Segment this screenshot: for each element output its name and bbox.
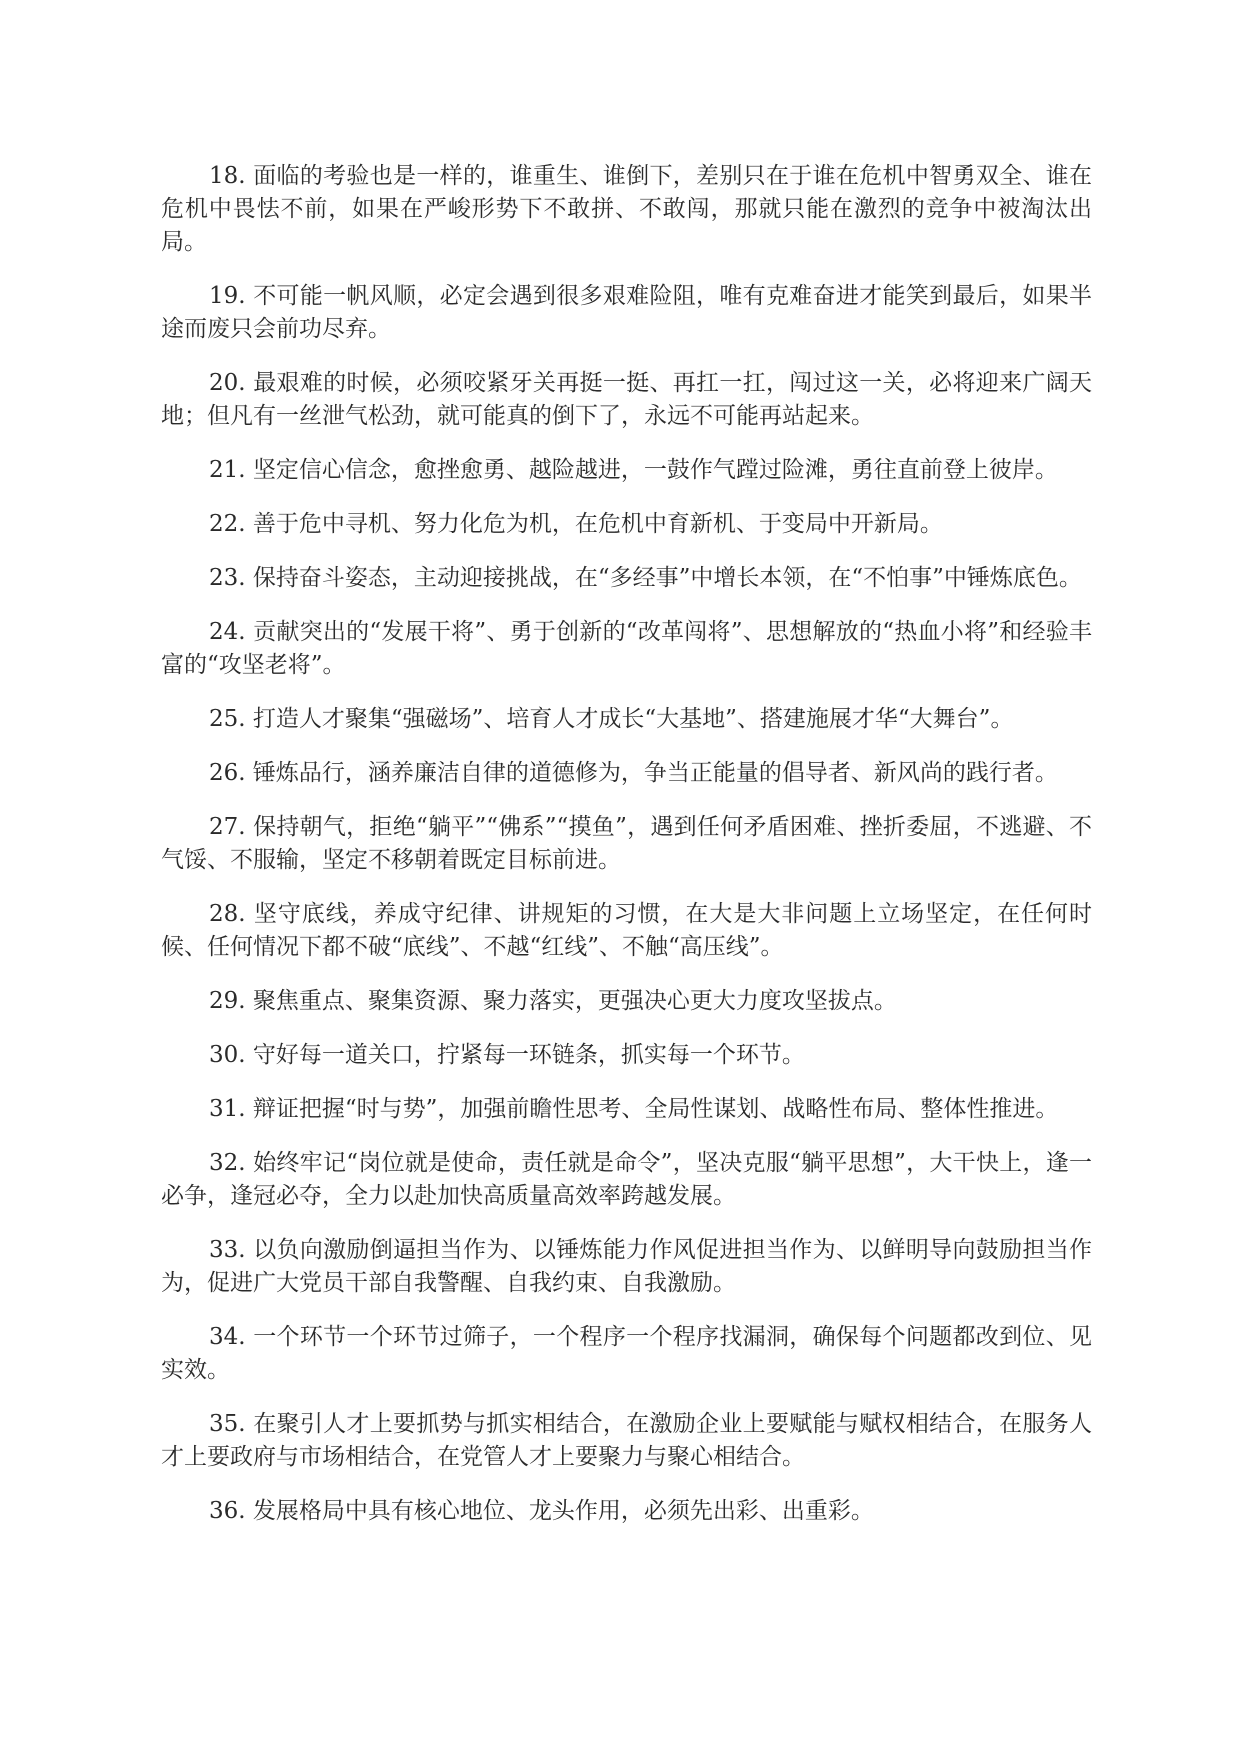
paragraph-36: 36. 发展格局中具有核心地位、龙头作用，必须先出彩、出重彩。 (209, 1498, 874, 1524)
paragraph-35: 35. 在聚引人才上要抓势与抓实相结合，在激励企业上要赋能与赋权相结合，在服务人才上要政府与市场相结合，在党管人才上要聚力与聚心相结合。 (161, 1411, 1092, 1470)
paragraph-23: 23. 保持奋斗姿态，主动迎接挑战，在“多经事”中增长本领，在“不怕事”中锤炼底色。 (209, 565, 1082, 591)
paragraph-21: 21. 坚定信心信念，愈挫愈勇、越险越进，一鼓作气蹚过险滩，勇往直前登上彼岸。 (209, 457, 1058, 483)
paragraph-18: 18. 面临的考验也是一样的，谁重生、谁倒下，差别只在于谁在危机中智勇双全、谁在危机中畏怯不前，如果在严峻形势下不敢拼、不敢闯，那就只能在激烈的竞争中被淘汰出局。 (161, 163, 1092, 255)
paragraph-20: 20. 最艰难的时候，必须咬紧牙关再挺一挺、再扛一扛，闯过这一关，必将迎来广阔天地；但凡有一丝泄气松劲，就可能真的倒下了，永远不可能再站起来。 (161, 370, 1092, 429)
paragraph-27: 27. 保持朝气，拒绝“躺平”“佛系”“摸鱼”，遇到任何矛盾困难、挫折委屈，不逃避、不气馁、不服输，坚定不移朝着既定目标前进。 (161, 814, 1092, 873)
paragraph-30: 30. 守好每一道关口，拧紧每一环链条，抓实每一个环节。 (209, 1042, 805, 1068)
paragraph-33: 33. 以负向激励倒逼担当作为、以锤炼能力作风促进担当作为、以鲜明导向鼓励担当作为，促进广大党员干部自我警醒、自我约束、自我激励。 (161, 1237, 1092, 1296)
paragraph-26: 26. 锤炼品行，涵养廉洁自律的道德修为，争当正能量的倡导者、新风尚的践行者。 (209, 760, 1058, 786)
paragraph-24: 24. 贡献突出的“发展干将”、勇于创新的“改革闯将”、思想解放的“热血小将”和经验丰富的“攻坚老将”。 (161, 619, 1092, 678)
paragraph-22: 22. 善于危中寻机、努力化危为机，在危机中育新机、于变局中开新局。 (209, 511, 943, 537)
paragraph-31: 31. 辩证把握“时与势”，加强前瞻性思考、全局性谋划、战略性布局、整体性推进。 (209, 1096, 1059, 1122)
paragraph-19: 19. 不可能一帆风顺，必定会遇到很多艰难险阻，唯有克难奋进才能笑到最后，如果半途而废只会前功尽弃。 (161, 283, 1092, 342)
paragraph-34: 34. 一个环节一个环节过筛子，一个程序一个程序找漏洞，确保每个问题都改到位、见实效。 (161, 1324, 1092, 1383)
paragraph-25: 25. 打造人才聚集“强磁场”、培育人才成长“大基地”、搭建施展才华“大舞台”。 (209, 706, 1014, 732)
paragraph-28: 28. 坚守底线，养成守纪律、讲规矩的习惯，在大是大非问题上立场坚定，在任何时候、任何情况下都不破“底线”、不越“红线”、不触“高压线”。 (161, 901, 1092, 960)
paragraph-32: 32. 始终牢记“岗位就是使命，责任就是命令”，坚决克服“躺平思想”，大干快上，逢一必争，逢冠必夺，全力以赴加快高质量高效率跨越发展。 (161, 1150, 1092, 1209)
paragraph-29: 29. 聚焦重点、聚集资源、聚力落实，更强决心更大力度攻坚拔点。 (209, 988, 897, 1014)
